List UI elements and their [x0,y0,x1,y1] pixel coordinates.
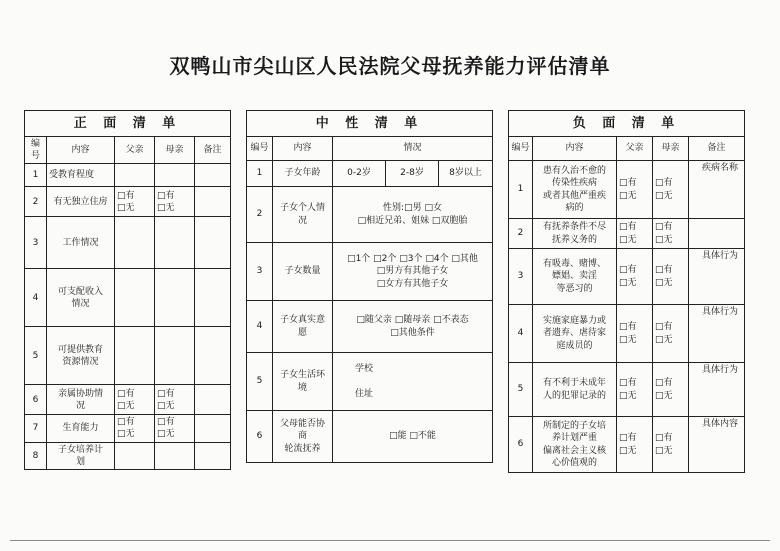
mother-checkbox-group[interactable]: □有 □无 [653,417,689,473]
mother-checkbox-group[interactable]: □有 □无 [155,187,195,217]
table-row [509,249,745,305]
header-father: 父亲 [115,137,155,164]
row-number: 5 [247,353,273,411]
row-number: 1 [25,164,47,187]
note-cell[interactable]: 具体内容 [689,417,745,473]
row-content: 患有久治不愈的 传染性疾病 或者其他严重疾 病的 [533,161,617,219]
father-cell[interactable] [115,164,155,187]
mother-cell[interactable] [155,327,195,385]
neutral-list-panel [246,110,492,463]
co-parenting-options[interactable]: □能 □不能 [333,411,493,463]
father-checkbox-group[interactable]: □有 □无 [617,305,653,363]
note-cell[interactable] [195,217,231,269]
row-content: 有无独立住房 [47,187,115,217]
row-content: 子女个人情 况 [273,187,333,243]
header-mother: 母亲 [155,137,195,164]
row-number: 1 [247,161,273,187]
table-row [25,164,231,187]
father-checkbox-group[interactable]: □有 □无 [115,187,155,217]
father-checkbox-group[interactable]: □有 □无 [617,363,653,417]
father-checkbox-group[interactable]: □有 □无 [617,219,653,249]
mother-checkbox-group[interactable]: □有 □无 [653,305,689,363]
table-row [25,442,231,469]
child-situation-options[interactable]: 性别:□男 □女 □相近兄弟、姐妹 □双胞胎 [333,187,493,243]
table-row [509,363,745,417]
table-row [25,269,231,327]
father-checkbox-group[interactable]: □有 □无 [115,415,155,442]
row-content: 子女年龄 [273,161,333,187]
table-row [25,385,231,415]
negative-header-row [509,137,745,161]
child-wish-options[interactable]: □随父亲 □随母亲 □不表态 □其他条件 [333,301,493,353]
row-content: 有不利于未成年 人的犯罪记录的 [533,363,617,417]
row-content: 可提供教育 资源情况 [47,327,115,385]
note-cell[interactable]: 具体行为 [689,305,745,363]
child-count-options[interactable]: □1个 □2个 □3个 □4个 □其他 □男方有其他子女 □女方有其他子女 [333,243,493,301]
row-content: 子女真实意 愿 [273,301,333,353]
header-note: 备注 [195,137,231,164]
negative-list-title: 负 面 清 单 [509,111,745,137]
header-mother: 母亲 [653,137,689,161]
row-number: 3 [509,249,533,305]
age-option-0-2[interactable]: 0-2岁 [333,161,386,187]
negative-list-table [508,110,745,473]
note-cell[interactable] [195,187,231,217]
header-situation: 情况 [333,137,493,161]
page-bottom-divider [10,540,770,541]
front-list-panel [24,110,230,470]
living-environment-fields[interactable]: 学校 住址 [333,353,493,411]
row-content: 有抚养条件不尽 抚养义务的 [533,219,617,249]
row-number: 6 [247,411,273,463]
age-option-2-8[interactable]: 2-8岁 [386,161,439,187]
row-number: 8 [25,442,47,469]
header-content: 内容 [273,137,333,161]
mother-checkbox-group[interactable]: □有 □无 [653,219,689,249]
row-content: 受教育程度 [47,164,115,187]
note-cell[interactable] [195,385,231,415]
table-row [247,353,493,411]
father-cell[interactable] [115,442,155,469]
father-checkbox-group[interactable]: □有 □无 [617,417,653,473]
mother-checkbox-group[interactable]: □有 □无 [653,363,689,417]
row-number: 6 [25,385,47,415]
neutral-list-title: 中 性 清 单 [247,111,493,137]
negative-list-panel [508,110,744,473]
row-number: 3 [25,217,47,269]
row-number: 7 [25,415,47,442]
row-number: 4 [509,305,533,363]
mother-checkbox-group[interactable]: □有 □无 [155,385,195,415]
father-checkbox-group[interactable]: □有 □无 [115,385,155,415]
row-number: 4 [25,269,47,327]
row-content: 实施家庭暴力或 者遗弃、虐待家 庭成员的 [533,305,617,363]
age-option-8-plus[interactable]: 8岁以上 [439,161,493,187]
row-number: 5 [509,363,533,417]
mother-checkbox-group[interactable]: □有 □无 [155,415,195,442]
table-row [25,217,231,269]
table-row [247,301,493,353]
note-cell[interactable]: 疾病名称 [689,161,745,219]
header-number: 编号 [509,137,533,161]
row-content: 所制定的子女培 养计划严重 偏离社会主义核 心价值观的 [533,417,617,473]
header-content: 内容 [533,137,617,161]
mother-cell[interactable] [155,164,195,187]
neutral-list-table [246,110,493,463]
mother-cell[interactable] [155,442,195,469]
header-note: 备注 [689,137,745,161]
note-cell[interactable]: 具体行为 [689,363,745,417]
header-number: 编号 [25,137,47,164]
table-row [25,415,231,442]
note-cell[interactable] [689,219,745,249]
row-content: 亲属协助情 况 [47,385,115,415]
note-cell[interactable] [195,269,231,327]
row-content: 子女数量 [273,243,333,301]
mother-checkbox-group[interactable]: □有 □无 [653,161,689,219]
mother-cell[interactable] [155,217,195,269]
table-row [509,219,745,249]
father-cell[interactable] [115,217,155,269]
father-checkbox-group[interactable]: □有 □无 [617,161,653,219]
page-title: 双鸭山市尖山区人民法院父母抚养能力评估清单 [169,54,611,78]
mother-checkbox-group[interactable]: □有 □无 [653,249,689,305]
row-content: 父母能否协 商 轮流抚养 [273,411,333,463]
table-row [247,161,493,187]
table-row [509,417,745,473]
row-number: 2 [25,187,47,217]
note-cell[interactable] [195,164,231,187]
table-row [247,187,493,243]
table-row [25,187,231,217]
row-content: 子女培养计 划 [47,442,115,469]
note-cell[interactable] [195,442,231,469]
row-content: 工作情况 [47,217,115,269]
table-row [247,243,493,301]
table-row [247,411,493,463]
row-content: 生育能力 [47,415,115,442]
front-header-row [25,137,231,164]
note-cell[interactable] [195,415,231,442]
neutral-header-row [247,137,493,161]
row-number: 6 [509,417,533,473]
row-content: 可支配收入 情况 [47,269,115,327]
row-content: 子女生活环 境 [273,353,333,411]
row-number: 2 [509,219,533,249]
row-number: 5 [25,327,47,385]
note-cell[interactable]: 具体行为 [689,249,745,305]
row-number: 1 [509,161,533,219]
father-cell[interactable] [115,327,155,385]
row-content: 有吸毒、赌博、 嫖娼、卖淫 等恶习的 [533,249,617,305]
row-number: 4 [247,301,273,353]
header-father: 父亲 [617,137,653,161]
header-number: 编号 [247,137,273,161]
table-row [25,327,231,385]
father-cell[interactable] [115,269,155,327]
header-content: 内容 [47,137,115,164]
table-row [509,161,745,219]
table-row [509,305,745,363]
mother-cell[interactable] [155,269,195,327]
front-list-table [24,110,231,470]
note-cell[interactable] [195,327,231,385]
row-number: 3 [247,243,273,301]
front-list-title: 正 面 清 单 [25,111,231,137]
row-number: 2 [247,187,273,243]
father-checkbox-group[interactable]: □有 □无 [617,249,653,305]
